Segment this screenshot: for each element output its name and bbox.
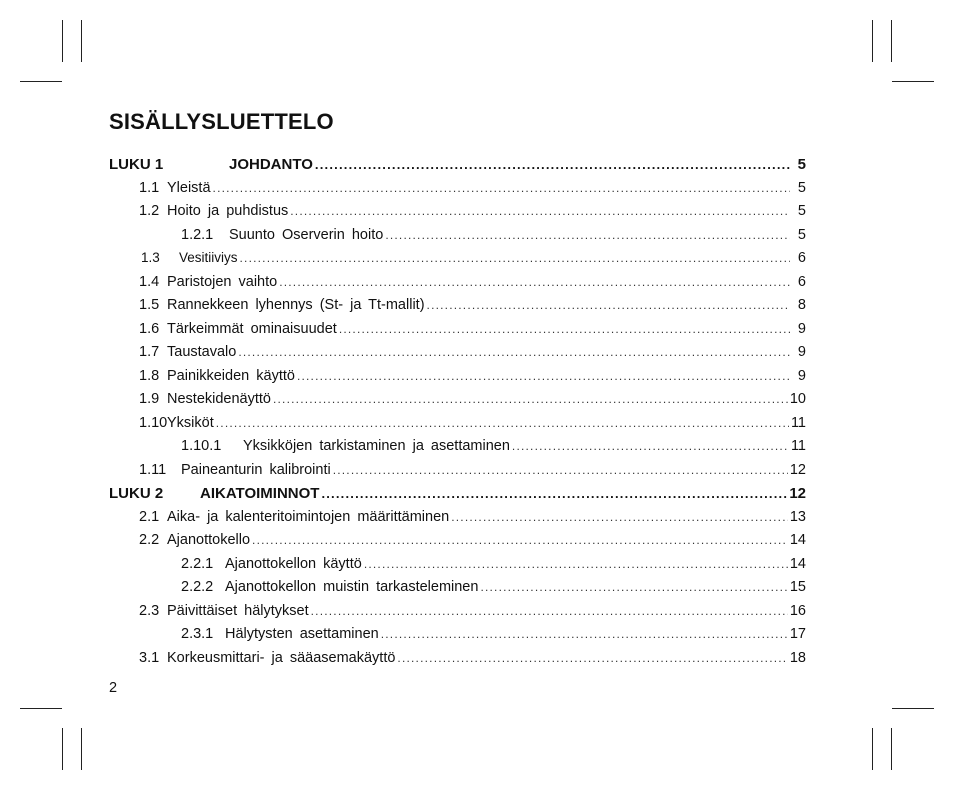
toc-number: 1.1 xyxy=(139,179,160,196)
dot-leader xyxy=(321,486,787,501)
toc-row[interactable] xyxy=(109,344,806,368)
toc-page: 17 xyxy=(789,626,806,642)
toc-page: 9 xyxy=(797,320,806,337)
toc-title: Yksiköt xyxy=(167,414,214,431)
page-number: 2 xyxy=(109,680,118,696)
toc-page: 14 xyxy=(789,555,806,572)
toc-number: 1.6 xyxy=(139,320,160,337)
toc-page: 15 xyxy=(789,579,806,595)
toc-chapter-row[interactable] xyxy=(109,485,806,509)
toc-title: Rannekkeen lyhennys (St- ja Tt-mallit) xyxy=(167,297,425,313)
page-title: SISÄLLYSLUETTELO xyxy=(109,109,334,134)
dot-leader xyxy=(279,275,790,289)
crop-mark xyxy=(81,20,82,62)
dot-leader xyxy=(381,627,788,641)
toc-page: 9 xyxy=(797,367,806,384)
dot-leader xyxy=(480,580,787,594)
toc-row[interactable] xyxy=(109,391,806,415)
dot-leader xyxy=(311,604,788,618)
toc-number: 2.2.1 xyxy=(181,555,214,572)
dot-leader xyxy=(297,369,790,383)
toc-page: 14 xyxy=(789,532,806,548)
toc-title: Paineanturin kalibrointi xyxy=(181,461,331,478)
toc-page: 9 xyxy=(797,344,806,360)
toc-title: Aika- ja kalenteritoimintojen määrittäminen xyxy=(167,508,450,525)
toc-chapter-row[interactable] xyxy=(109,156,806,180)
toc-title: Yleistä xyxy=(167,179,211,196)
toc-title: Suunto Oserverin hoito xyxy=(229,226,384,243)
toc-page: 5 xyxy=(797,179,806,196)
toc-title: Hälytysten asettaminen xyxy=(225,626,379,642)
toc-number: 1.8 xyxy=(139,367,160,384)
toc-page: 12 xyxy=(789,485,806,502)
toc-title: Korkeusmittari- ja sääasemakäyttö xyxy=(167,649,396,666)
crop-mark xyxy=(872,728,873,770)
toc-title: Päivittäiset hälytykset xyxy=(167,602,309,619)
toc-title: Nestekidenäyttö xyxy=(167,391,271,407)
dot-leader xyxy=(397,651,787,665)
toc-number: 1.2 xyxy=(139,203,160,219)
crop-mark xyxy=(891,728,892,770)
toc-row[interactable] xyxy=(109,462,806,486)
dot-leader xyxy=(512,439,789,453)
toc-row[interactable] xyxy=(109,532,806,556)
dot-leader xyxy=(427,298,790,312)
toc-title: Ajanottokello xyxy=(167,532,251,548)
toc-title: Painikkeiden käyttö xyxy=(167,367,295,384)
toc-row[interactable] xyxy=(109,180,806,204)
toc-number: 1.10 xyxy=(139,414,168,431)
toc-title: Ajanottokellon käyttö xyxy=(225,555,362,572)
toc-page: 16 xyxy=(789,602,806,619)
toc-page: 12 xyxy=(789,461,806,478)
toc-page: 6 xyxy=(797,273,806,290)
toc-number: LUKU 1 xyxy=(109,156,164,173)
toc-row[interactable] xyxy=(109,321,806,345)
toc-number: 2.2 xyxy=(139,532,160,548)
dot-leader xyxy=(252,533,788,547)
toc-row[interactable] xyxy=(109,274,806,298)
toc-page: 8 xyxy=(797,297,806,313)
crop-mark xyxy=(20,81,62,82)
toc-number: 1.9 xyxy=(139,391,160,407)
toc-number: 2.3 xyxy=(139,602,160,619)
toc-row[interactable] xyxy=(109,250,806,274)
toc-number: LUKU 2 xyxy=(109,485,164,502)
toc-page: 5 xyxy=(797,226,806,243)
crop-mark xyxy=(872,20,873,62)
dot-leader xyxy=(213,181,790,195)
toc-title: Vesitiiviys xyxy=(179,250,238,265)
toc-row[interactable] xyxy=(109,626,806,650)
crop-mark xyxy=(891,20,892,62)
toc-title: Hoito ja puhdistus xyxy=(167,203,289,219)
toc-page: 5 xyxy=(797,156,806,173)
toc-row[interactable] xyxy=(109,227,806,251)
dot-leader xyxy=(315,157,790,172)
dot-leader xyxy=(364,557,788,571)
dot-leader xyxy=(333,463,788,477)
crop-mark xyxy=(62,728,63,770)
dot-leader xyxy=(451,510,788,524)
toc-number: 2.2.2 xyxy=(181,579,214,595)
crop-mark xyxy=(892,708,934,709)
dot-leader xyxy=(273,392,788,406)
toc-title: JOHDANTO xyxy=(229,156,313,173)
toc-title: Paristojen vaihto xyxy=(167,273,278,290)
toc-number: 3.1 xyxy=(139,649,160,666)
toc-title: Taustavalo xyxy=(167,344,237,360)
crop-mark xyxy=(81,728,82,770)
toc-number: 1.10.1 xyxy=(181,438,222,454)
toc-number: 1.7 xyxy=(139,344,160,360)
toc-number: 1.4 xyxy=(139,273,160,290)
toc-title: Tärkeimmät ominaisuudet xyxy=(167,320,337,337)
toc-row[interactable] xyxy=(109,438,806,462)
table-of-contents xyxy=(109,156,806,673)
toc-number: 2.1 xyxy=(139,508,160,525)
toc-page: 5 xyxy=(797,203,806,219)
toc-page: 18 xyxy=(789,649,806,666)
toc-row[interactable] xyxy=(109,509,806,533)
crop-mark xyxy=(62,20,63,62)
toc-title: Yksikköjen tarkistaminen ja asettaminen xyxy=(243,438,510,454)
dot-leader xyxy=(339,322,790,336)
toc-number: 1.5 xyxy=(139,297,160,313)
crop-mark xyxy=(892,81,934,82)
dot-leader xyxy=(238,345,790,359)
toc-row[interactable] xyxy=(109,415,806,439)
toc-row[interactable] xyxy=(109,603,806,627)
toc-page: 11 xyxy=(790,414,806,431)
dot-leader xyxy=(240,251,790,265)
dot-leader xyxy=(290,204,790,218)
toc-title: AIKATOIMINNOT xyxy=(200,485,320,502)
toc-page: 13 xyxy=(789,508,806,525)
toc-row[interactable] xyxy=(109,368,806,392)
toc-page: 6 xyxy=(797,250,806,266)
toc-number: 1.11 xyxy=(139,461,167,478)
dot-leader xyxy=(385,228,790,242)
crop-mark xyxy=(20,708,62,709)
toc-page: 10 xyxy=(789,391,806,407)
toc-row[interactable] xyxy=(109,579,806,603)
toc-row[interactable] xyxy=(109,297,806,321)
toc-page: 11 xyxy=(790,438,806,454)
dot-leader xyxy=(216,416,789,430)
toc-row[interactable] xyxy=(109,203,806,227)
toc-row[interactable] xyxy=(109,650,806,674)
toc-number: 2.3.1 xyxy=(181,626,214,642)
toc-row[interactable] xyxy=(109,556,806,580)
toc-title: Ajanottokellon muistin tarkasteleminen xyxy=(225,579,479,595)
toc-number: 1.2.1 xyxy=(181,226,214,243)
toc-number: 1.3 xyxy=(141,250,160,265)
